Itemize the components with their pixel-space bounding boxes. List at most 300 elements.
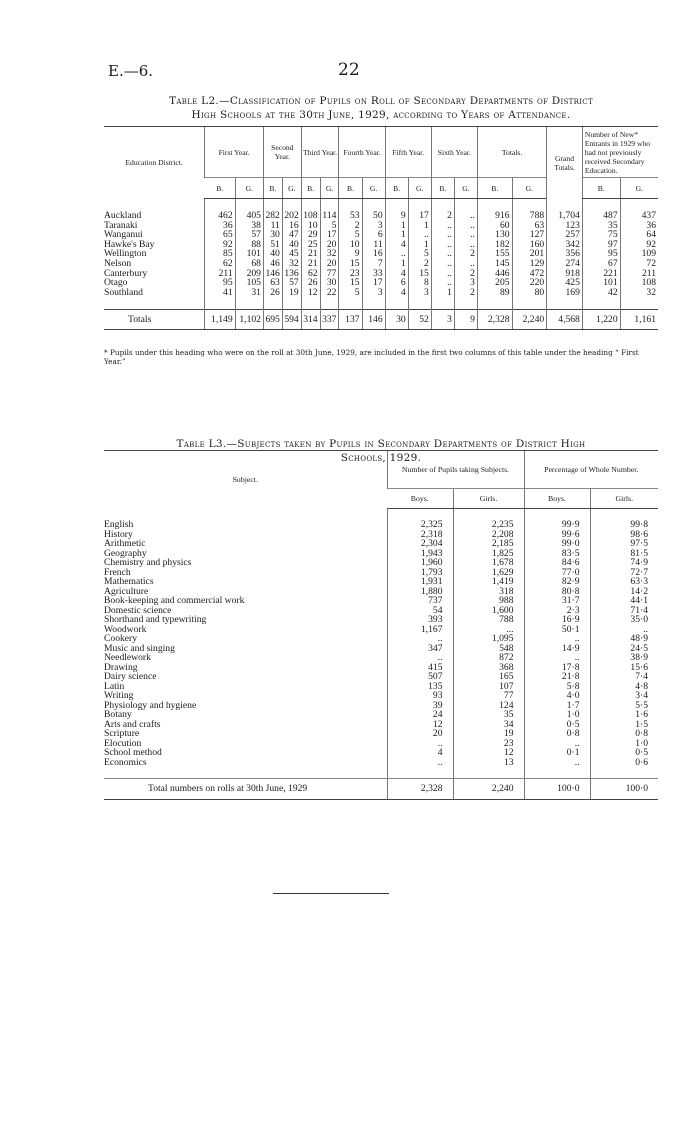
table-cell: 57: [235, 230, 263, 240]
table-cell: 75: [582, 230, 620, 240]
col-b: B.: [205, 178, 235, 199]
table-cell: 3: [408, 288, 431, 298]
table-cell: 318: [453, 587, 524, 597]
spacer-cell: [590, 767, 658, 779]
district-label: Canterbury: [104, 267, 148, 279]
table-cell: 169: [547, 288, 583, 298]
total-cell: 594: [282, 310, 301, 330]
table-l2-footnote: * Pupils under this heading who were on the roll at 30th June, 1929, are included in the first two columns of this table under the heading “ First Year.”: [104, 348, 639, 366]
total-cell: 3: [431, 310, 454, 330]
table-cell: 2,235: [453, 520, 524, 530]
table-cell: 30: [320, 278, 339, 288]
spacer-cell: [205, 297, 235, 310]
table-cell: 20: [320, 240, 339, 250]
table-cell: 1,960: [387, 558, 453, 568]
table-cell: 1,880: [387, 587, 453, 597]
table-cell: 5: [320, 221, 339, 231]
total-cell: 9: [454, 310, 477, 330]
table-cell: 65: [205, 230, 235, 240]
table-cell: 872: [453, 653, 524, 663]
table-l2: [104, 126, 658, 330]
table-cell: 48·9: [590, 634, 658, 644]
total-cell: 2,328: [477, 310, 512, 330]
table-cell: 1: [385, 259, 408, 269]
table-cell: ..: [590, 625, 658, 635]
table-cell: 211: [620, 269, 658, 279]
table-cell: 53: [339, 211, 362, 221]
table-cell: 50·1: [524, 625, 590, 635]
subject-name: Arts and crafts: [104, 718, 161, 730]
table-cell: 5: [339, 230, 362, 240]
table-cell: 95: [205, 278, 235, 288]
total-cell: 1,102: [235, 310, 263, 330]
table-cell: 4·8: [590, 682, 658, 692]
table-cell: 68: [235, 259, 263, 269]
table-cell: 425: [547, 278, 583, 288]
table-cell: 0·1: [524, 748, 590, 758]
table-cell: ..: [431, 249, 454, 259]
table-cell: 63: [263, 278, 282, 288]
table-cell: ..: [387, 758, 453, 768]
table-cell: 1: [431, 288, 454, 298]
col-subject: Subject.: [104, 451, 387, 509]
col-g: G.: [282, 178, 301, 199]
table-cell: 0·6: [590, 758, 658, 768]
table-cell: 274: [547, 259, 583, 269]
subject-name: Agriculture: [104, 585, 149, 597]
table-cell: 165: [453, 672, 524, 682]
table-cell: 2: [339, 221, 362, 231]
table-cell: 36: [205, 221, 235, 231]
table-cell: 85: [205, 249, 235, 259]
col-b: B.: [339, 178, 362, 199]
table-cell: 17: [320, 230, 339, 240]
col-percentage: Percentage of Whole Number.: [524, 451, 658, 489]
district-name: [104, 288, 205, 298]
col-new-entrants: Number of New* Entrants in 1929 who had not previously received Secondary Education.: [582, 127, 658, 178]
spacer-cell: [620, 297, 658, 310]
total-cell: 137: [339, 310, 362, 330]
district-label: Hawke's Bay: [104, 238, 155, 250]
table-cell: 342: [547, 240, 583, 250]
table-cell: 1·5: [590, 720, 658, 730]
table-cell: 31: [235, 288, 263, 298]
table-cell: 23: [453, 739, 524, 749]
subject-name: Elocution: [104, 737, 142, 749]
total-cell: 2,240: [512, 310, 547, 330]
subject-name: Arithmetic: [104, 538, 146, 549]
spacer-cell: [408, 297, 431, 310]
spacer-cell: [387, 509, 453, 521]
table-cell: 257: [547, 230, 583, 240]
table-cell: 33: [362, 269, 385, 279]
table-cell: 1,600: [453, 606, 524, 616]
table-cell: 26: [263, 288, 282, 298]
table-cell: ..: [454, 211, 477, 221]
table-cell: 26: [301, 278, 320, 288]
totals-label: Total numbers on rolls at 30th June, 1929: [104, 779, 387, 800]
table-cell: ..: [408, 230, 431, 240]
table-cell: 41: [205, 288, 235, 298]
table-cell: 737: [387, 596, 453, 606]
spacer-cell: [582, 297, 620, 310]
table-cell: 3·4: [590, 691, 658, 701]
table-cell: 77: [320, 269, 339, 279]
table-cell: 916: [477, 211, 512, 221]
col-year-3: Third Year.: [301, 127, 339, 178]
spacer-cell: [263, 297, 282, 310]
table-cell: 15: [339, 278, 362, 288]
table-cell: 34: [453, 720, 524, 730]
table-cell: 1,793: [387, 568, 453, 578]
col-year-4: Fourth Year.: [339, 127, 385, 178]
col-pct-girls: Girls.: [590, 489, 658, 509]
table-cell: 6: [362, 230, 385, 240]
table-cell: 1,095: [453, 634, 524, 644]
table-cell: 84·6: [524, 558, 590, 568]
spacer-cell: [104, 297, 205, 310]
table-cell: 5·8: [524, 682, 590, 692]
table-cell: 209: [235, 269, 263, 279]
table-cell: 918: [547, 269, 583, 279]
subject-name: Geography: [104, 547, 147, 559]
table-cell: 548: [453, 644, 524, 654]
table-cell: 201: [512, 249, 547, 259]
table-cell: 1,419: [453, 577, 524, 587]
table-cell: 16·9: [524, 615, 590, 625]
table-cell: ..: [387, 634, 453, 644]
district-label: Auckland: [104, 210, 142, 221]
table-cell: 20: [387, 729, 453, 739]
total-cell: 337: [320, 310, 339, 330]
spacer-cell: [453, 767, 524, 779]
table-cell: 62: [301, 269, 320, 279]
table-cell: 347: [387, 644, 453, 654]
table-cell: 1·0: [524, 710, 590, 720]
table-cell: 88: [235, 240, 263, 250]
spacer-cell: [235, 297, 263, 310]
table-cell: 368: [453, 663, 524, 673]
table-cell: ..: [454, 221, 477, 231]
table-cell: 5: [339, 288, 362, 298]
table-cell: 63: [512, 221, 547, 231]
table-row: [104, 288, 658, 298]
table-cell: 51: [263, 240, 282, 250]
spacer-cell: [385, 297, 408, 310]
spacer-cell: [431, 297, 454, 310]
table-cell: 17: [408, 211, 431, 221]
subject-name: English: [104, 519, 134, 530]
col-boys: Boys.: [387, 489, 453, 509]
spacer-cell: [387, 767, 453, 779]
total-cell: 1,220: [582, 310, 620, 330]
table-cell: 38·9: [590, 653, 658, 663]
table-cell: 13: [453, 758, 524, 768]
total-cell: 2,328: [387, 779, 453, 800]
table-cell: 2,325: [387, 520, 453, 530]
col-b: B.: [385, 178, 408, 199]
spacer-cell: [282, 297, 301, 310]
col-b: B.: [263, 178, 282, 199]
table-cell: 63·3: [590, 577, 658, 587]
closing-rule: [273, 893, 389, 894]
subject-name: Music and singing: [104, 642, 175, 654]
table-cell: 24: [387, 710, 453, 720]
table-cell: 202: [282, 211, 301, 221]
table-cell: 2: [454, 269, 477, 279]
table-cell: ..: [454, 259, 477, 269]
table-cell: 17: [362, 278, 385, 288]
table-cell: 93: [387, 691, 453, 701]
table-cell: ..: [431, 259, 454, 269]
table-cell: 220: [512, 278, 547, 288]
total-cell: 100·0: [524, 779, 590, 800]
col-year-6: Sixth Year.: [431, 127, 477, 178]
table-cell: 80: [512, 288, 547, 298]
table-cell: 12: [453, 748, 524, 758]
page-number: 22: [338, 60, 360, 80]
spacer-cell: [524, 509, 590, 521]
table-cell: 2,304: [387, 539, 453, 549]
subject-name: French: [104, 566, 131, 578]
table-cell: 82·9: [524, 577, 590, 587]
table-cell: 31·7: [524, 596, 590, 606]
subject-name: Drawing: [104, 661, 138, 673]
table-cell: 108: [301, 211, 320, 221]
table-l2-title: Table L2.—Classification of Pupils on Roll of Secondary Departments of District High Schools at the 30th June, 1929, according to Years of Attendance.: [169, 95, 593, 121]
col-new-g: G.: [620, 178, 658, 199]
table-cell: 2,208: [453, 530, 524, 540]
table-cell: 15: [339, 259, 362, 269]
table-cell: 2,318: [387, 530, 453, 540]
total-cell: 30: [385, 310, 408, 330]
table-cell: 80·8: [524, 587, 590, 597]
table-cell: 21: [301, 259, 320, 269]
table-cell: 98·6: [590, 530, 658, 540]
table-cell: 127: [512, 230, 547, 240]
spacer-cell: [320, 297, 339, 310]
district-label: Otago: [104, 277, 128, 289]
table-cell: 12: [387, 720, 453, 730]
table-cell: 136: [282, 269, 301, 279]
table-cell: 62: [205, 259, 235, 269]
table-cell: 114: [320, 211, 339, 221]
col-number-of-pupils: Number of Pupils taking Subjects.: [387, 451, 524, 489]
subject-name: Domestic science: [104, 604, 172, 616]
col-year-5: Fifth Year.: [385, 127, 431, 178]
subject-name: Chemistry and physics: [104, 557, 192, 568]
col-totals: Totals.: [477, 127, 546, 178]
col-g: G.: [320, 178, 339, 199]
table-cell: 101: [235, 249, 263, 259]
table-cell: ..: [431, 230, 454, 240]
table-cell: 77: [453, 691, 524, 701]
col-year-1: First Year.: [205, 127, 264, 178]
table-cell: 32: [320, 249, 339, 259]
spacer-cell: [524, 767, 590, 779]
subject-name: Physiology and hygiene: [104, 699, 197, 711]
table-cell: 4: [385, 269, 408, 279]
table-cell: 1·6: [590, 710, 658, 720]
total-cell: 1,161: [620, 310, 658, 330]
table-cell: 14·2: [590, 587, 658, 597]
table-cell: 7·4: [590, 672, 658, 682]
table-cell: 45: [282, 249, 301, 259]
table-cell: 0·8: [524, 729, 590, 739]
table-cell: 5·5: [590, 701, 658, 711]
subject-name: Writing: [104, 690, 134, 701]
table-cell: 1,704: [547, 211, 583, 221]
table-cell: 415: [387, 663, 453, 673]
table-row: [104, 758, 658, 768]
table-cell: 77·0: [524, 568, 590, 578]
table-cell: 282: [263, 211, 282, 221]
table-cell: ..: [431, 269, 454, 279]
table-l3: [104, 450, 658, 800]
table-cell: 35·0: [590, 615, 658, 625]
subject-name: Latin: [104, 680, 125, 692]
table-cell: 50: [362, 211, 385, 221]
col-g: G.: [454, 178, 477, 199]
table-cell: 1: [385, 221, 408, 231]
totals-row: [104, 779, 658, 800]
table-cell: ..: [387, 739, 453, 749]
table-cell: 2: [454, 249, 477, 259]
spacer-cell: [512, 297, 547, 310]
table-cell: 4: [387, 748, 453, 758]
table-cell: 0·5: [524, 720, 590, 730]
table-cell: 7: [362, 259, 385, 269]
table-cell: 356: [547, 249, 583, 259]
table-cell: 507: [387, 672, 453, 682]
district-label: Wanganui: [104, 229, 143, 241]
subject-name: Mathematics: [104, 576, 154, 587]
table-cell: 17·8: [524, 663, 590, 673]
table-cell: ..: [454, 240, 477, 250]
table-cell: 124: [453, 701, 524, 711]
district-label: Taranaki: [104, 219, 138, 231]
table-cell: 1,629: [453, 568, 524, 578]
spacer-cell: [104, 509, 387, 521]
table-cell: 4·0: [524, 691, 590, 701]
table-cell: 71·4: [590, 606, 658, 616]
table-cell: 0·5: [590, 748, 658, 758]
table-cell: 39: [387, 701, 453, 711]
subject-name: Dairy science: [104, 671, 157, 682]
table-cell: 4: [385, 240, 408, 250]
table-cell: 9: [385, 211, 408, 221]
table-cell: 99·8: [590, 520, 658, 530]
table-cell: 92: [620, 240, 658, 250]
table-cell: ..: [524, 634, 590, 644]
table-cell: 108: [620, 278, 658, 288]
table-cell: 130: [477, 230, 512, 240]
table-cell: ..: [454, 230, 477, 240]
table-cell: 2: [408, 259, 431, 269]
table-cell: 1,825: [453, 549, 524, 559]
table-cell: 64: [620, 230, 658, 240]
table-cell: 182: [477, 240, 512, 250]
total-cell: 2,240: [453, 779, 524, 800]
table-cell: 30: [263, 230, 282, 240]
table-cell: 9: [339, 249, 362, 259]
col-pct-boys: Boys.: [524, 489, 590, 509]
table-cell: 5: [408, 249, 431, 259]
table-cell: 47: [282, 230, 301, 240]
table-cell: 19: [282, 288, 301, 298]
table-cell: 21·8: [524, 672, 590, 682]
subject-name: Woodwork: [104, 623, 147, 635]
table-cell: 155: [477, 249, 512, 259]
table-cell: 44·1: [590, 596, 658, 606]
table-cell: 2,185: [453, 539, 524, 549]
col-b: B.: [431, 178, 454, 199]
col-district: Education District.: [104, 127, 205, 199]
table-cell: 6: [385, 278, 408, 288]
subject-name: Shorthand and typewriting: [104, 614, 207, 625]
col-g: G.: [235, 178, 263, 199]
table-cell: 19: [453, 729, 524, 739]
table-cell: 11: [263, 221, 282, 231]
table-cell: 446: [477, 269, 512, 279]
table-cell: 23: [339, 269, 362, 279]
table-cell: 788: [453, 615, 524, 625]
table-cell: 1: [408, 221, 431, 231]
table-cell: 487: [582, 211, 620, 221]
table-cell: 81·5: [590, 549, 658, 559]
total-cell: 146: [362, 310, 385, 330]
table-cell: 95: [582, 249, 620, 259]
table-cell: 67: [582, 259, 620, 269]
table-cell: 14·9: [524, 644, 590, 654]
spacer-row: [104, 767, 658, 779]
table-cell: 15: [408, 269, 431, 279]
spacer-cell: [301, 297, 320, 310]
table-cell: 105: [235, 278, 263, 288]
subject-name: Cookery: [104, 633, 138, 644]
table-cell: 24·5: [590, 644, 658, 654]
col-g: G.: [408, 178, 431, 199]
table-cell: 405: [235, 211, 263, 221]
table-cell: 46: [263, 259, 282, 269]
total-cell: 100·0: [590, 779, 658, 800]
subject-name: Scripture: [104, 728, 140, 739]
col-g: G.: [362, 178, 385, 199]
total-cell: 314: [301, 310, 320, 330]
subject-name: Botany: [104, 709, 132, 720]
table-cell: 35: [582, 221, 620, 231]
table-cell: 35: [453, 710, 524, 720]
table-cell: 38: [235, 221, 263, 231]
table-cell: ..: [524, 758, 590, 768]
table-cell: 54: [387, 606, 453, 616]
table-cell: 788: [512, 211, 547, 221]
table-cell: 1·0: [590, 739, 658, 749]
col-b: B.: [477, 178, 512, 199]
table-cell: 12: [301, 288, 320, 298]
table-cell: ..: [431, 278, 454, 288]
col-year-2: Second Year.: [263, 127, 301, 178]
district-label: Wellington: [104, 248, 147, 260]
table-cell: 462: [205, 211, 235, 221]
col-girls: Girls.: [453, 489, 524, 509]
table-cell: 57: [282, 278, 301, 288]
table-cell: 16: [362, 249, 385, 259]
table-cell: 393: [387, 615, 453, 625]
totals-row: [104, 310, 658, 330]
col-g: G.: [512, 178, 547, 199]
table-cell: 101: [582, 278, 620, 288]
